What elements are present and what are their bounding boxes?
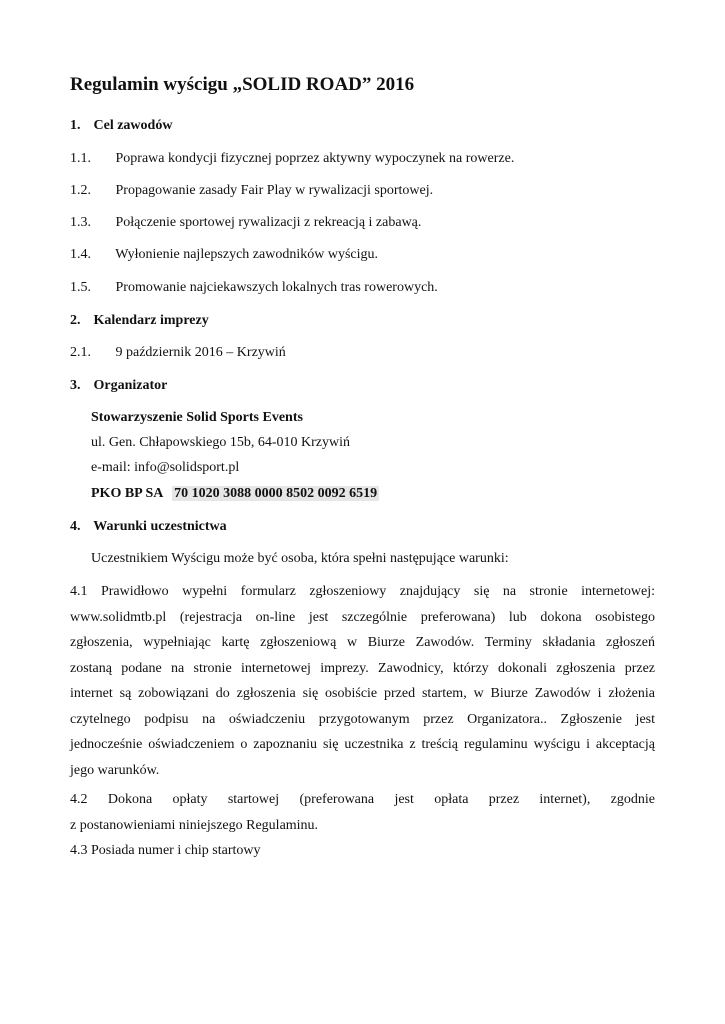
list-item <box>70 246 378 264</box>
section-heading <box>70 377 167 395</box>
list-item <box>70 279 438 297</box>
condition-4-2 <box>70 787 655 838</box>
paragraph-line: jednocześnie oświadczeniem o zapoznaniu się uczestnika z treścią regulaminu wyścigu i akceptacją <box>70 737 655 752</box>
bank-details <box>91 485 379 503</box>
item-text: Wyłonienie najlepszych zawodników wyścigu. <box>115 247 379 262</box>
item-text: Propagowanie zasady Fair Play w rywalizacji sportowej. <box>115 183 434 198</box>
section-number: 4. <box>70 519 81 534</box>
organizer-name: Stowarzyszenie Solid Sports Events <box>91 410 303 425</box>
item-number: 1.4. <box>70 247 91 262</box>
item-number: 1.1. <box>70 151 91 166</box>
item-text: 9 październik 2016 – Krzywiń <box>115 345 286 360</box>
conditions-intro: Uczestnikiem Wyścigu może być osoba, która spełni następujące warunki: <box>91 551 509 566</box>
section-title: Organizator <box>93 378 168 393</box>
paragraph-line: internet są zobowiązani do zgłoszenia się osobiście przed startem, w Biurze Zawodów i złożenia <box>70 686 655 701</box>
paragraph-line: zostaną podane na stronie internetowej imprezy. Zawodnicy, którzy dokonali zgłoszenia przez <box>70 660 655 676</box>
organizer-address: ul. Gen. Chłapowskiego 15b, 64-010 Krzywiń <box>91 435 350 450</box>
paragraph-line: czytelnego podpisu na oświadczeniu przygotowanym przez Organizatora.. Zgłoszenie jest <box>70 711 655 727</box>
section-number: 1. <box>70 118 81 133</box>
paragraph-line: 4.1 Prawidłowo wypełni formularz zgłoszeniowy znajdujący się na stronie internetowej: <box>70 584 655 599</box>
item-number: 2.1. <box>70 345 91 360</box>
item-number: 1.2. <box>70 183 91 198</box>
list-item <box>70 150 514 168</box>
organizer-email: e-mail: info@solidsport.pl <box>91 460 240 475</box>
document-title: Regulamin wyścigu „SOLID ROAD” 2016 <box>70 74 415 95</box>
section-title: Warunki uczestnictwa <box>93 519 227 534</box>
item-text: Poprawa kondycji fizycznej poprzez aktywny wypoczynek na rowerze. <box>115 151 515 166</box>
section-title: Cel zawodów <box>93 118 173 133</box>
item-text: Połączenie sportowej rywalizacji z rekreacją i zabawą. <box>115 215 422 230</box>
paragraph-line: 4.2 Dokona opłaty startowej (preferowana jest opłata przez internet), zgodnie <box>70 792 655 807</box>
section-number: 2. <box>70 313 81 328</box>
section-heading <box>70 117 172 135</box>
bank-account-number: 70 1020 3088 0000 8502 0092 6519 <box>174 486 378 501</box>
section-number: 3. <box>70 378 81 393</box>
item-number: 1.3. <box>70 215 91 230</box>
condition-4-1 <box>70 579 655 783</box>
bank-label: PKO BP SA <box>91 486 163 501</box>
list-item <box>70 214 421 232</box>
paragraph-line: zgłoszenia, wypełniając kartę zgłoszeniową w Biurze Zawodów. Terminy składania zgłoszeń <box>70 635 655 650</box>
section-title: Kalendarz imprezy <box>93 313 209 328</box>
section-heading <box>70 312 209 330</box>
paragraph-line: z postanowieniami niniejszego Regulaminu. <box>70 817 319 833</box>
list-item <box>70 182 433 200</box>
condition-4-3: 4.3 Posiada numer i chip startowy <box>70 843 261 858</box>
section-heading <box>70 518 227 536</box>
paragraph-line: www.solidmtb.pl (rejestracja on-line jest szczególnie preferowana) lub dokona osobistego <box>70 609 655 625</box>
item-number: 1.5. <box>70 280 91 295</box>
item-text: Promowanie najciekawszych lokalnych tras rowerowych. <box>115 280 438 295</box>
list-item <box>70 344 286 362</box>
paragraph-line: jego warunków. <box>70 762 160 778</box>
